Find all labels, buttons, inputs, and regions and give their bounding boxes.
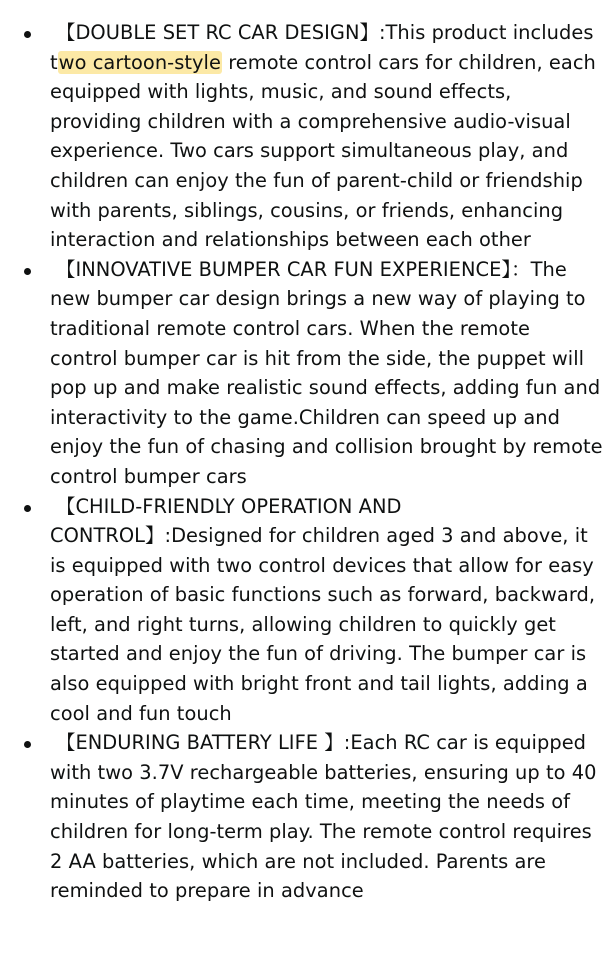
feature-bullet-child-friendly [0,492,615,729]
bullet-dot-icon [24,741,31,748]
feature-text [50,18,603,255]
feature-description: :Each RC car is equipped with two 3.7V rechargeable batteries, ensuring up to 40 minutes of playtime each time, meeting the needs of children for long-term play. The remote control requires 2 AA batteries, which are not included. Parents are reminded to prepare in advance [50,731,597,903]
feature-title: 【DOUBLE SET RC CAR DESIGN】 [56,21,379,44]
feature-description-end: remote control cars for children, each equipped with lights, music, and sound effects, providing children with a comprehensive audio-visual experience. Two cars support simultaneous play, and children can enjoy the fun of parent-child or friendship with parents, siblings, cousins, or friends, enhancing interaction and relationships between each other [50,50,596,252]
bullet-dot-icon [24,505,31,512]
feature-description: ：The new bumper car design brings a new way of playing to traditional remote control cars. When the remote control bumper car is hit from the side, the puppet will pop up and make realistic sound effects, adding fun and interactivity to the game.Children can speed up and enjoy the fun of chasing and collision brought by remote control bumper cars [50,257,603,488]
feature-bullet-double-set [0,18,615,255]
feature-text [50,255,603,492]
feature-title: 【INNOVATIVE BUMPER CAR FUN EXPERIENCE】 [56,257,512,281]
bullet-dot-icon [24,31,31,38]
feature-text [50,728,603,906]
feature-title: 【ENDURING BATTERY LIFE 】 [56,731,344,755]
product-feature-list [0,18,615,906]
feature-title: 【CHILD-FRIENDLY OPERATION AND CONTROL】 [50,494,402,548]
feature-description-start: :This product includes t [50,21,594,74]
bullet-dot-icon [24,268,31,275]
feature-text [50,492,603,729]
feature-bullet-battery-life [0,728,615,906]
highlighted-text: wo cartoon-style [58,50,221,74]
feature-bullet-bumper-experience [0,255,615,492]
feature-description: :Designed for children aged 3 and above, it is equipped with two control devices that allow for easy operation of basic functions such as forward, backward, left, and right turns, allowing children to quickly get started and enjoy the fun of driving. The bumper car is also equipped with bright front and tail lights, adding a cool and fun touch [50,524,596,725]
